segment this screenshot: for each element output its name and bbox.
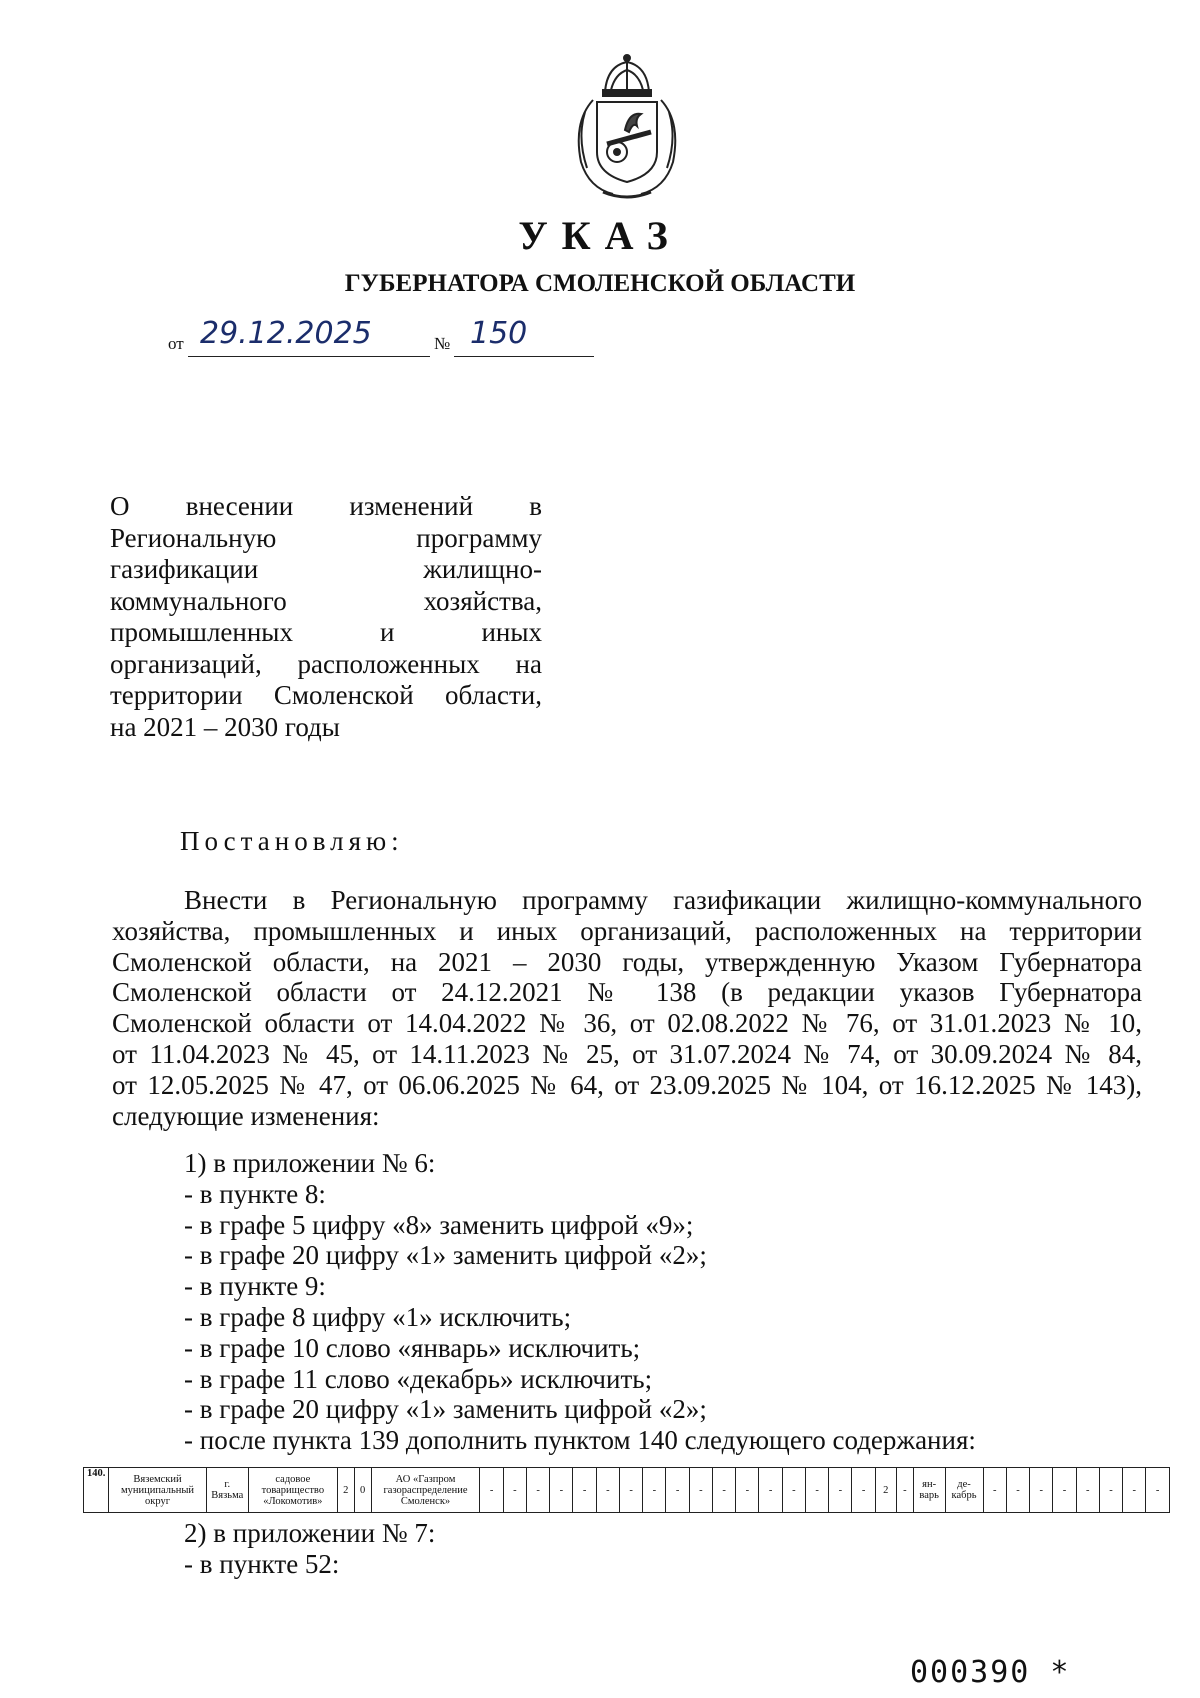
subject-block	[110, 491, 542, 743]
body-line: следующие изменения:	[112, 1100, 380, 1131]
subject-line: Региональную программу	[110, 522, 542, 553]
table-cell: 2	[875, 1468, 896, 1513]
table-cell: -	[1006, 1468, 1029, 1513]
list-item: - после пункта 139 дополнить пунктом 140 следующего содержания:	[184, 1425, 976, 1456]
subject-line: промышленных и иных	[110, 617, 542, 647]
decree-word: Постановляю:	[180, 826, 404, 856]
item-140-table	[83, 1467, 1170, 1513]
subject-line: на 2021 – 2030 годы	[110, 711, 340, 742]
table-cell: -	[1123, 1468, 1146, 1513]
list-item: - в пункте 52:	[184, 1548, 340, 1579]
table-cell: 0	[354, 1468, 371, 1513]
table-cell: -	[759, 1468, 782, 1513]
list-item: - в графе 8 цифру «1» исключить;	[184, 1301, 572, 1332]
table-cell: АО «Газпром газораспределение Смоленск»	[371, 1468, 480, 1513]
table-cell: -	[596, 1468, 619, 1513]
date-label: от	[168, 334, 184, 353]
table-cell: -	[666, 1468, 689, 1513]
handwritten-number: 150	[470, 316, 528, 351]
body-line: хозяйства, промышленных и иных организаций, расположенных на территории	[112, 915, 1142, 946]
list-item: - в пункте 8:	[184, 1178, 326, 1209]
table-cell: -	[983, 1468, 1006, 1513]
table-cell: -	[526, 1468, 549, 1513]
table-cell: -	[1030, 1468, 1053, 1513]
table-row	[84, 1468, 1170, 1513]
body-line: Смоленской области, на 2021 – 2030 годы, утвержденную Указом Губернатора	[112, 946, 1142, 977]
body-line: от 11.04.2023 № 45, от 14.11.2023 № 25, от 31.07.2024 № 74, от 30.09.2024 № 84,	[112, 1038, 1142, 1069]
number-underline	[454, 356, 594, 357]
table-cell: -	[503, 1468, 526, 1513]
table-cell: де-кабрь	[945, 1468, 983, 1513]
document-code: 000390 *	[910, 1655, 1071, 1690]
document-subtitle: ГУБЕРНАТОРА СМОЛЕНСКОЙ ОБЛАСТИ	[344, 270, 856, 297]
subject-line: О внесении изменений в	[110, 491, 542, 521]
table-cell: -	[782, 1468, 805, 1513]
table-cell: 2	[337, 1468, 354, 1513]
list-item: - в графе 5 цифру «8» заменить цифрой «9»;	[184, 1209, 694, 1240]
list-item: - в графе 20 цифру «1» заменить цифрой «2»;	[184, 1240, 707, 1271]
body-line: от 12.05.2025 № 47, от 06.06.2025 № 64, от 23.09.2025 № 104, от 16.12.2025 № 143),	[112, 1069, 1142, 1100]
table-cell: -	[550, 1468, 573, 1513]
table-cell: ян-варь	[913, 1468, 945, 1513]
table-cell: -	[689, 1468, 712, 1513]
table-cell: садовое товарищество «Локомотив»	[248, 1468, 337, 1513]
list-item: - в пункте 9:	[184, 1271, 326, 1302]
table-cell: -	[573, 1468, 596, 1513]
list-item: 1) в приложении № 6:	[184, 1148, 436, 1178]
table-cell: Вяземский муниципальный округ	[109, 1468, 206, 1513]
table-cell: -	[1099, 1468, 1122, 1513]
coat-of-arms-emblem	[563, 52, 691, 202]
document-title: УКАЗ	[518, 213, 682, 258]
table-cell: -	[1146, 1468, 1170, 1513]
subject-line: коммунального хозяйства,	[110, 585, 542, 616]
list-item: - в графе 10 слово «январь» исключить;	[184, 1332, 641, 1363]
subject-line: территории Смоленской области,	[110, 680, 542, 710]
handwritten-date: 29.12.2025	[200, 316, 372, 351]
table-cell: 140.	[84, 1468, 109, 1513]
table-cell: -	[619, 1468, 642, 1513]
number-label: №	[434, 334, 451, 353]
body-line: Внести в Региональную программу газификации жилищно-коммунального	[184, 885, 1142, 915]
table-cell: -	[480, 1468, 503, 1513]
table-cell: -	[805, 1468, 828, 1513]
list-item: 2) в приложении № 7:	[184, 1518, 436, 1548]
table-cell: -	[829, 1468, 852, 1513]
table-cell: -	[643, 1468, 666, 1513]
date-underline	[188, 356, 430, 357]
date-number-line	[168, 316, 608, 356]
list-item: - в графе 11 слово «декабрь» исключить;	[184, 1363, 653, 1394]
changes-list	[184, 1148, 976, 1456]
body-line: Смоленской области от 14.04.2022 № 36, от 02.08.2022 № 76, от 31.01.2023 № 10,	[112, 1008, 1142, 1039]
table-cell: г. Вязьма	[206, 1468, 248, 1513]
table-cell: -	[1053, 1468, 1076, 1513]
table-cell: -	[736, 1468, 759, 1513]
table-cell: -	[896, 1468, 913, 1513]
body-paragraph	[112, 885, 1142, 1131]
table-cell: -	[1076, 1468, 1099, 1513]
subject-line: организаций, расположенных на	[110, 648, 542, 679]
table-cell: -	[852, 1468, 875, 1513]
table-cell: -	[712, 1468, 735, 1513]
changes-list-continued	[184, 1518, 435, 1580]
subject-line: газификации жилищно-	[110, 554, 542, 584]
body-line: Смоленской области от 24.12.2021 № 138 (в редакции указов Губернатора	[112, 977, 1142, 1008]
list-item: - в графе 20 цифру «1» заменить цифрой «2»;	[184, 1394, 707, 1425]
